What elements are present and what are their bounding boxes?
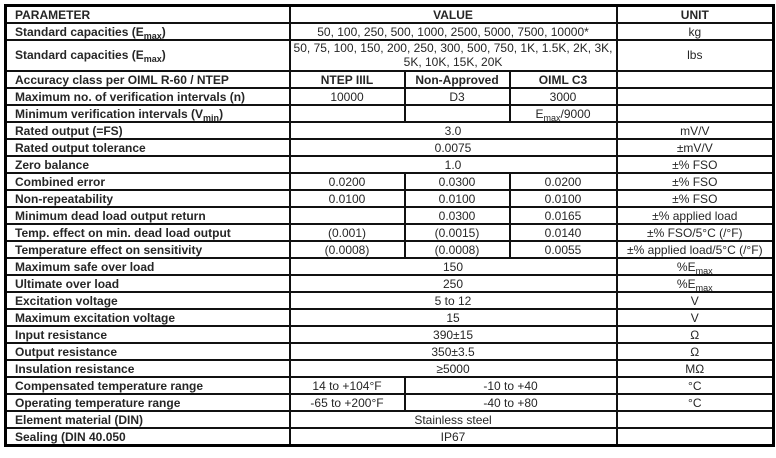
- param-cell: Standard capacities $(E_{max})$: [6, 23, 290, 40]
- unit-cell: ±% FSO/5°C (/°F): [617, 224, 774, 241]
- param-cell: Maximum safe over load: [6, 258, 290, 275]
- table-row: [6, 156, 774, 173]
- param-cell: Maximum excitation voltage: [6, 309, 290, 326]
- unit-cell: mV/V: [617, 122, 774, 139]
- value-cell: 0.0165: [510, 207, 617, 224]
- unit-cell: [617, 428, 774, 446]
- unit-cell: [617, 71, 774, 88]
- table-row: [6, 377, 774, 394]
- param-cell: Temperature effect on sensitivity: [6, 241, 290, 258]
- value-cell: 10000: [290, 88, 405, 105]
- value-cell: 15: [290, 309, 617, 326]
- column-header-value: VALUE: [290, 6, 617, 24]
- value-cell: (0.0008): [405, 241, 510, 258]
- table-row: [6, 207, 774, 224]
- table-row: [6, 71, 774, 88]
- value-cell: 0.0100: [510, 190, 617, 207]
- column-header-unit: UNIT: [617, 6, 774, 24]
- value-cell: 0.0100: [405, 190, 510, 207]
- unit-cell: $\%E_{max}$: [617, 275, 774, 292]
- unit-cell: Ω: [617, 343, 774, 360]
- value-cell: (0.001): [290, 224, 405, 241]
- subscript-text: max: [695, 265, 713, 275]
- param-cell: Zero balance: [6, 156, 290, 173]
- table-row: [6, 88, 774, 105]
- param-cell: Non-repeatability: [6, 190, 290, 207]
- unit-cell: °C: [617, 394, 774, 411]
- param-cell: Element material (DIN): [6, 411, 290, 428]
- value-cell: $E_{max}/9000$: [510, 105, 617, 122]
- table-row: [6, 258, 774, 275]
- value-cell: 1.0: [290, 156, 617, 173]
- value-cell: -40 to +80: [405, 394, 617, 411]
- value-cell: 3.0: [290, 122, 617, 139]
- table-row: [6, 360, 774, 377]
- param-cell: Sealing (DIN 40.050: [6, 428, 290, 446]
- param-cell: Operating temperature range: [6, 394, 290, 411]
- value-cell: 50, 100, 250, 500, 1000, 2500, 5000, 7500, 10000*: [290, 23, 617, 40]
- unit-cell: ±% applied load/5°C (/°F): [617, 241, 774, 258]
- table-row: [6, 292, 774, 309]
- column-header-parameter: PARAMETER: [6, 6, 290, 24]
- param-cell: Ultimate over load: [6, 275, 290, 292]
- value-cell: 0.0100: [290, 190, 405, 207]
- value-cell: 0.0200: [510, 173, 617, 190]
- value-cell: IP67: [290, 428, 617, 446]
- value-cell: Stainless steel: [290, 411, 617, 428]
- table-row: [6, 275, 774, 292]
- param-cell: Combined error: [6, 173, 290, 190]
- unit-cell: ±% FSO: [617, 173, 774, 190]
- subscript-text: max: [695, 282, 713, 292]
- subscript-text: max: [543, 112, 561, 122]
- value-cell: [290, 207, 405, 224]
- value-cell: 3000: [510, 88, 617, 105]
- subscript-text: max: [143, 53, 162, 64]
- unit-cell: ±% FSO: [617, 190, 774, 207]
- unit-cell: $\%E_{max}$: [617, 258, 774, 275]
- value-cell: (0.0015): [405, 224, 510, 241]
- value-cell: D3: [405, 88, 510, 105]
- value-cell: [405, 105, 510, 122]
- unit-cell: V: [617, 309, 774, 326]
- value-cell: 0.0075: [290, 139, 617, 156]
- table-row: [6, 309, 774, 326]
- unit-cell: ±mV/V: [617, 139, 774, 156]
- param-cell: Standard capacities $(E_{max})$: [6, 40, 290, 71]
- value-cell: 0.0300: [405, 207, 510, 224]
- unit-cell: °C: [617, 377, 774, 394]
- table-row: [6, 411, 774, 428]
- table-header-row: [6, 6, 774, 24]
- table-row: [6, 241, 774, 258]
- spec-table: [4, 4, 775, 447]
- table-row: [6, 122, 774, 139]
- unit-cell: lbs: [617, 40, 774, 71]
- table-row: [6, 343, 774, 360]
- unit-cell: kg: [617, 23, 774, 40]
- value-cell: 0.0055: [510, 241, 617, 258]
- subscript-text: min: [203, 112, 220, 122]
- unit-cell: [617, 88, 774, 105]
- value-cell: (0.0008): [290, 241, 405, 258]
- table-row: [6, 40, 774, 71]
- table-row: [6, 224, 774, 241]
- table-row: [6, 23, 774, 40]
- value-cell: 5 to 12: [290, 292, 617, 309]
- param-cell: Rated output (=FS): [6, 122, 290, 139]
- unit-cell: MΩ: [617, 360, 774, 377]
- unit-cell: ±% FSO: [617, 156, 774, 173]
- value-cell: OIML C3: [510, 71, 617, 88]
- value-cell: 14 to +104°F: [290, 377, 405, 394]
- value-cell: 390±15: [290, 326, 617, 343]
- value-cell: -65 to +200°F: [290, 394, 405, 411]
- value-cell: 50, 75, 100, 150, 200, 250, 300, 500, 750, 1K, 1.5K, 2K, 3K, 5K, 10K, 15K, 20K: [290, 40, 617, 71]
- unit-cell: ±% applied load: [617, 207, 774, 224]
- value-cell: 0.0300: [405, 173, 510, 190]
- table-row: [6, 105, 774, 122]
- param-cell: Maximum no. of verification intervals (n): [6, 88, 290, 105]
- value-cell: 0.0200: [290, 173, 405, 190]
- unit-cell: [617, 411, 774, 428]
- table-row: [6, 428, 774, 446]
- param-cell: Minimum dead load output return: [6, 207, 290, 224]
- table-row: [6, 394, 774, 411]
- table-row: [6, 326, 774, 343]
- table-row: [6, 190, 774, 207]
- param-cell: Rated output tolerance: [6, 139, 290, 156]
- spec-table-body: [6, 23, 774, 446]
- value-cell: ≥5000: [290, 360, 617, 377]
- value-cell: -10 to +40: [405, 377, 617, 394]
- value-cell: 350±3.5: [290, 343, 617, 360]
- param-cell: Compensated temperature range: [6, 377, 290, 394]
- param-cell: Input resistance: [6, 326, 290, 343]
- param-cell: Excitation voltage: [6, 292, 290, 309]
- param-cell: Insulation resistance: [6, 360, 290, 377]
- value-cell: [290, 105, 405, 122]
- unit-cell: V: [617, 292, 774, 309]
- value-cell: 250: [290, 275, 617, 292]
- param-cell: Minimum verification intervals $(V_{min})$: [6, 105, 290, 122]
- table-row: [6, 139, 774, 156]
- param-cell: Accuracy class per OIML R-60 / NTEP: [6, 71, 290, 88]
- unit-cell: [617, 105, 774, 122]
- param-cell: Temp. effect on min. dead load output: [6, 224, 290, 241]
- subscript-text: max: [143, 30, 162, 40]
- value-cell: 0.0140: [510, 224, 617, 241]
- value-cell: 150: [290, 258, 617, 275]
- table-row: [6, 173, 774, 190]
- param-cell: Output resistance: [6, 343, 290, 360]
- value-cell: NTEP IIIL: [290, 71, 405, 88]
- value-cell: Non-Approved: [405, 71, 510, 88]
- unit-cell: Ω: [617, 326, 774, 343]
